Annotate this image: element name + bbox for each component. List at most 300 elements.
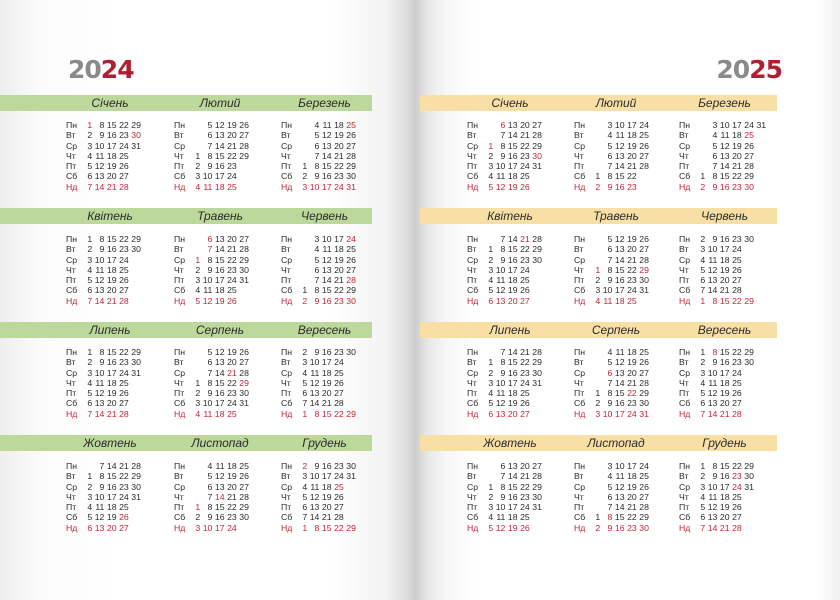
day-cell: 24 <box>732 481 742 492</box>
day-cell: 4 <box>87 377 93 388</box>
weekday-label: Нд <box>66 295 78 306</box>
week-row <box>467 347 542 357</box>
weekday-label: Нд <box>174 522 186 533</box>
day-cell: 20 <box>321 388 332 399</box>
day-cell: 17 <box>507 377 518 388</box>
week-row <box>66 141 141 151</box>
day-cell: 27 <box>346 140 356 151</box>
weekday-label: Сб <box>467 398 479 409</box>
day-cell: 11 <box>496 512 506 523</box>
day-cell: 22 <box>227 502 237 513</box>
weekday-label: Нд <box>574 522 586 533</box>
weekday-label: Вт <box>574 130 584 141</box>
week-row <box>679 482 754 492</box>
day-cell: 18 <box>214 408 225 419</box>
day-cell: 31 <box>239 275 249 286</box>
day-cell: 14 <box>321 275 332 286</box>
week-row <box>281 130 356 140</box>
week-row <box>66 130 141 140</box>
day-cell: 30 <box>532 367 542 378</box>
week-row <box>467 482 542 492</box>
day-cell: 29 <box>744 347 754 357</box>
day-cell <box>742 244 754 254</box>
day-cell: 1 <box>595 388 601 399</box>
weekday-label: Вт <box>174 471 184 482</box>
week-row <box>66 234 141 244</box>
day-cell: 21 <box>520 471 530 482</box>
day-cell: 5 <box>712 140 718 151</box>
weekday-label: Чт <box>574 377 584 388</box>
day-cell <box>295 234 307 244</box>
weekday-label: Сб <box>574 398 586 409</box>
day-cell: 18 <box>507 388 518 399</box>
day-cell: 6 <box>207 357 213 368</box>
weekday-label: Пт <box>281 388 292 399</box>
day-cell: 20 <box>719 398 730 409</box>
day-cell <box>295 141 307 151</box>
day-cell: 3 <box>302 181 308 192</box>
day-cell: 17 <box>321 357 332 368</box>
day-cell <box>754 182 766 192</box>
day-cell: 22 <box>627 171 637 182</box>
week-row <box>679 388 754 398</box>
weekday-label: Вт <box>574 471 584 482</box>
day-cell: 28 <box>119 408 129 419</box>
day-cell: 27 <box>346 264 356 275</box>
day-cell <box>588 234 600 244</box>
day-cell <box>129 296 141 306</box>
day-cell: 18 <box>227 461 237 471</box>
week-row <box>574 347 649 357</box>
day-cell: 9 <box>500 254 506 265</box>
day-cell: 22 <box>627 512 637 523</box>
day-cell: 21 <box>627 161 637 172</box>
day-cell: 28 <box>532 471 542 482</box>
day-cell: 17 <box>214 522 225 533</box>
day-cell: 29 <box>346 522 356 533</box>
day-cell: 27 <box>119 171 129 182</box>
day-cell: 28 <box>532 347 542 357</box>
weekday-label: Пт <box>281 161 292 172</box>
weekday-label: Сб <box>174 285 186 296</box>
day-cell: 16 <box>614 522 625 533</box>
day-cell: 30 <box>744 234 754 244</box>
day-cell <box>754 141 766 151</box>
day-cell: 5 <box>488 181 494 192</box>
week-row <box>574 285 649 295</box>
day-cell: 16 <box>321 171 332 182</box>
weekday-label: Ср <box>679 254 691 265</box>
day-cell: 21 <box>719 408 730 419</box>
weekday-label: Пт <box>281 275 292 286</box>
week-row <box>467 398 542 408</box>
day-cell: 26 <box>334 491 344 502</box>
weekday-label: Сб <box>66 171 78 182</box>
day-cell: 17 <box>719 367 730 378</box>
day-cell <box>129 502 141 512</box>
week-row <box>66 409 141 419</box>
day-cell: 2 <box>302 171 308 182</box>
week-row <box>281 347 356 357</box>
day-cell: 9 <box>99 357 105 368</box>
week-row <box>679 255 754 265</box>
day-cell: 21 <box>627 254 637 265</box>
weekday-label: Пн <box>679 120 691 130</box>
weekday-label: Ср <box>174 254 186 265</box>
weekday-label: Нд <box>574 408 586 419</box>
weekday-label: Ср <box>174 367 186 378</box>
day-cell: 27 <box>239 130 249 141</box>
day-cell: 16 <box>719 234 730 244</box>
day-cell: 1 <box>700 171 706 182</box>
day-cell <box>637 182 649 192</box>
day-cell: 29 <box>131 234 141 244</box>
weekday-label: Ср <box>281 254 293 265</box>
day-cell: 24 <box>119 491 129 502</box>
day-cell: 26 <box>639 481 649 492</box>
day-cell: 3 <box>595 285 601 296</box>
day-cell <box>295 275 307 285</box>
day-cell: 7 <box>500 471 506 482</box>
day-cell: 5 <box>607 140 613 151</box>
day-cell: 4 <box>488 171 494 182</box>
weekday-label: Пт <box>574 502 585 513</box>
day-cell: 14 <box>614 254 625 265</box>
week-row <box>467 296 542 306</box>
day-cell: 17 <box>214 171 225 182</box>
day-cell: 2 <box>87 357 93 368</box>
year-title: 2025 <box>716 55 782 84</box>
week-row <box>66 461 141 471</box>
day-cell: 3 <box>595 408 601 419</box>
day-cell: 14 <box>106 461 117 471</box>
day-cell: 18 <box>214 285 225 296</box>
weekday-label: Сб <box>679 285 691 296</box>
day-cell <box>742 502 754 512</box>
weekday-label: Чт <box>281 377 291 388</box>
day-cell: 5 <box>207 120 213 130</box>
week-row <box>174 130 249 140</box>
week-row <box>66 285 141 295</box>
day-cell: 7 <box>87 295 93 306</box>
day-cell: 26 <box>119 161 129 172</box>
day-cell: 19 <box>106 512 117 523</box>
day-cell: 23 <box>334 171 344 182</box>
day-cell: 20 <box>627 367 637 378</box>
weekday-label: Пт <box>467 388 478 399</box>
day-cell: 24 <box>627 285 637 296</box>
day-cell: 26 <box>732 388 742 399</box>
day-cell: 26 <box>520 398 530 409</box>
day-cell: 2 <box>595 181 601 192</box>
week-row <box>174 398 249 408</box>
month-name: Липень <box>489 323 531 337</box>
weekday-label: Пт <box>679 388 690 399</box>
month-grid <box>174 234 249 306</box>
day-cell: 5 <box>207 347 213 357</box>
day-cell: 21 <box>520 347 530 357</box>
day-cell: 23 <box>732 357 742 368</box>
day-cell: 24 <box>227 171 237 182</box>
day-cell: 28 <box>532 234 542 244</box>
day-cell <box>344 398 356 408</box>
week-row <box>174 285 249 295</box>
day-cell: 12 <box>321 254 332 265</box>
day-cell <box>530 171 542 181</box>
day-cell: 15 <box>106 234 117 244</box>
week-row <box>574 141 649 151</box>
day-cell: 6 <box>87 285 93 296</box>
day-cell: 20 <box>227 130 237 141</box>
day-cell: 27 <box>732 398 742 409</box>
day-cell: 25 <box>520 388 530 399</box>
day-cell <box>754 161 766 171</box>
day-cell: 6 <box>207 481 213 492</box>
day-cell: 25 <box>119 502 129 513</box>
day-cell: 13 <box>707 275 718 286</box>
day-cell: 6 <box>87 171 93 182</box>
day-cell: 14 <box>507 130 518 141</box>
week-row <box>66 482 141 492</box>
day-cell: 31 <box>131 367 141 378</box>
day-cell <box>344 482 356 492</box>
day-cell: 19 <box>106 275 117 286</box>
day-cell: 11 <box>95 502 105 513</box>
day-cell: 7 <box>500 130 506 141</box>
day-cell: 10 <box>614 461 625 471</box>
day-cell: 10 <box>202 171 213 182</box>
weekday-label: Ср <box>281 481 293 492</box>
month-grid <box>467 461 542 533</box>
month-grid <box>467 347 542 419</box>
day-cell: 5 <box>87 161 93 172</box>
day-cell <box>481 461 493 471</box>
weekday-label: Ср <box>281 367 293 378</box>
day-cell: 19 <box>719 264 730 275</box>
day-cell: 6 <box>207 234 213 244</box>
day-cell: 17 <box>214 398 225 409</box>
day-cell <box>588 130 600 140</box>
day-cell: 23 <box>227 388 237 399</box>
day-cell: 22 <box>520 357 530 368</box>
day-cell <box>588 378 600 388</box>
day-cell: 24 <box>119 254 129 265</box>
day-cell: 31 <box>239 398 249 409</box>
day-cell: 20 <box>627 491 637 502</box>
day-cell <box>588 141 600 151</box>
day-cell <box>129 398 141 408</box>
day-cell: 28 <box>346 275 356 286</box>
month-name: Жовтень <box>483 436 537 450</box>
day-cell: 29 <box>239 254 249 265</box>
day-cell: 27 <box>239 357 249 368</box>
day-cell: 22 <box>119 120 129 130</box>
day-cell: 8 <box>712 171 718 182</box>
day-cell: 3 <box>700 244 706 255</box>
day-cell: 15 <box>507 357 518 368</box>
day-cell: 19 <box>719 502 730 513</box>
week-row <box>174 492 249 502</box>
day-cell: 18 <box>732 130 742 141</box>
day-cell: 24 <box>520 377 530 388</box>
day-cell: 4 <box>700 377 706 388</box>
day-cell: 20 <box>227 234 237 244</box>
day-cell: 16 <box>614 275 625 286</box>
day-cell: 8 <box>99 120 105 130</box>
day-cell: 26 <box>239 120 249 130</box>
day-cell: 11 <box>310 481 320 492</box>
week-row <box>174 141 249 151</box>
day-cell: 1 <box>302 161 308 172</box>
day-cell: 17 <box>719 481 730 492</box>
day-cell: 27 <box>639 367 649 378</box>
month-name: Вересень <box>697 323 752 337</box>
month-name: Листопад <box>587 436 645 450</box>
week-row <box>467 171 542 181</box>
day-cell <box>129 182 141 192</box>
week-row <box>679 171 766 181</box>
day-cell: 12 <box>94 275 105 286</box>
day-cell: 3 <box>700 481 706 492</box>
day-cell: 8 <box>314 408 320 419</box>
day-cell: 15 <box>214 377 225 388</box>
day-cell: 5 <box>607 481 613 492</box>
weekday-label: Пн <box>574 461 586 471</box>
day-cell: 11 <box>95 150 105 161</box>
day-cell: 26 <box>520 522 530 533</box>
day-cell: 16 <box>106 481 117 492</box>
day-cell: 21 <box>719 285 730 296</box>
day-cell: 23 <box>627 275 637 286</box>
day-cell: 21 <box>627 502 637 513</box>
day-cell: 21 <box>627 377 637 388</box>
weekday-label: Нд <box>174 295 186 306</box>
day-cell: 19 <box>106 161 117 172</box>
day-cell <box>742 255 754 265</box>
day-cell: 24 <box>334 357 344 368</box>
day-cell: 23 <box>227 161 237 172</box>
week-row <box>574 130 649 140</box>
day-cell: 17 <box>507 161 518 172</box>
day-cell: 3 <box>87 367 93 378</box>
day-cell: 6 <box>607 491 613 502</box>
day-cell: 21 <box>227 140 237 151</box>
weekday-label: Чт <box>467 491 477 502</box>
day-cell: 8 <box>607 512 613 523</box>
day-cell: 22 <box>227 377 237 388</box>
day-cell: 7 <box>607 377 613 388</box>
week-row <box>467 244 542 254</box>
weekday-label: Сб <box>174 512 186 523</box>
day-cell: 9 <box>712 357 718 368</box>
day-cell <box>237 296 249 306</box>
day-cell: 28 <box>532 130 542 141</box>
weekday-label: Пт <box>281 502 292 513</box>
day-cell: 11 <box>603 295 613 306</box>
week-row <box>281 285 356 295</box>
day-cell: 30 <box>346 295 356 306</box>
day-cell: 15 <box>614 171 625 182</box>
week-row <box>281 244 356 254</box>
day-cell: 21 <box>106 408 117 419</box>
week-row <box>679 120 766 130</box>
day-cell: 27 <box>744 150 754 161</box>
week-row <box>574 523 649 533</box>
day-cell: 5 <box>87 275 93 286</box>
day-cell: 13 <box>94 285 105 296</box>
day-cell <box>344 512 356 522</box>
day-cell: 3 <box>607 461 613 471</box>
day-cell: 10 <box>707 367 718 378</box>
week-row <box>174 461 249 471</box>
day-cell: 28 <box>744 161 754 172</box>
day-cell: 26 <box>346 254 356 265</box>
weekday-label: Пт <box>679 275 690 286</box>
week-row <box>679 378 754 388</box>
day-cell: 10 <box>202 522 213 533</box>
day-cell: 27 <box>239 481 249 492</box>
day-cell: 15 <box>719 295 730 306</box>
day-cell: 25 <box>334 481 344 492</box>
week-row <box>574 275 649 285</box>
day-cell: 28 <box>732 285 742 296</box>
weekday-label: Нд <box>174 408 186 419</box>
day-cell: 1 <box>302 285 308 296</box>
month-name: Лютий <box>595 96 637 110</box>
day-cell: 11 <box>310 367 320 378</box>
day-cell: 21 <box>119 461 129 471</box>
day-cell: 24 <box>639 120 649 130</box>
day-cell: 16 <box>614 181 625 192</box>
weekday-label: Пн <box>574 120 586 130</box>
day-cell: 31 <box>744 481 754 492</box>
weekday-label: Вт <box>281 357 291 368</box>
day-cell: 5 <box>87 512 93 523</box>
day-cell: 12 <box>94 161 105 172</box>
day-cell: 9 <box>500 150 506 161</box>
day-cell: 1 <box>595 512 601 523</box>
day-cell: 9 <box>712 181 718 192</box>
day-cell: 8 <box>99 234 105 244</box>
day-cell: 7 <box>207 140 213 151</box>
week-row <box>679 471 754 481</box>
day-cell: 1 <box>195 502 201 513</box>
day-cell: 1 <box>595 171 601 182</box>
day-cell: 30 <box>131 130 141 141</box>
week-row <box>679 296 754 306</box>
day-cell: 13 <box>495 408 506 419</box>
month-grid <box>679 461 754 533</box>
page-2024 <box>0 0 416 600</box>
day-cell: 10 <box>602 285 613 296</box>
day-cell: 24 <box>227 398 237 409</box>
day-cell: 6 <box>607 244 613 255</box>
day-cell: 28 <box>239 140 249 151</box>
day-cell: 23 <box>732 181 742 192</box>
weekday-label: Нд <box>281 522 293 533</box>
day-cell: 5 <box>314 254 320 265</box>
month-grid <box>281 234 356 306</box>
weekday-label: Чт <box>281 264 291 275</box>
day-cell: 8 <box>99 471 105 482</box>
day-cell: 6 <box>314 140 320 151</box>
day-cell: 3 <box>195 522 201 533</box>
day-cell <box>588 357 600 367</box>
week-row <box>281 357 356 367</box>
day-cell: 18 <box>627 471 637 482</box>
day-cell <box>237 182 249 192</box>
day-cell: 18 <box>106 264 117 275</box>
